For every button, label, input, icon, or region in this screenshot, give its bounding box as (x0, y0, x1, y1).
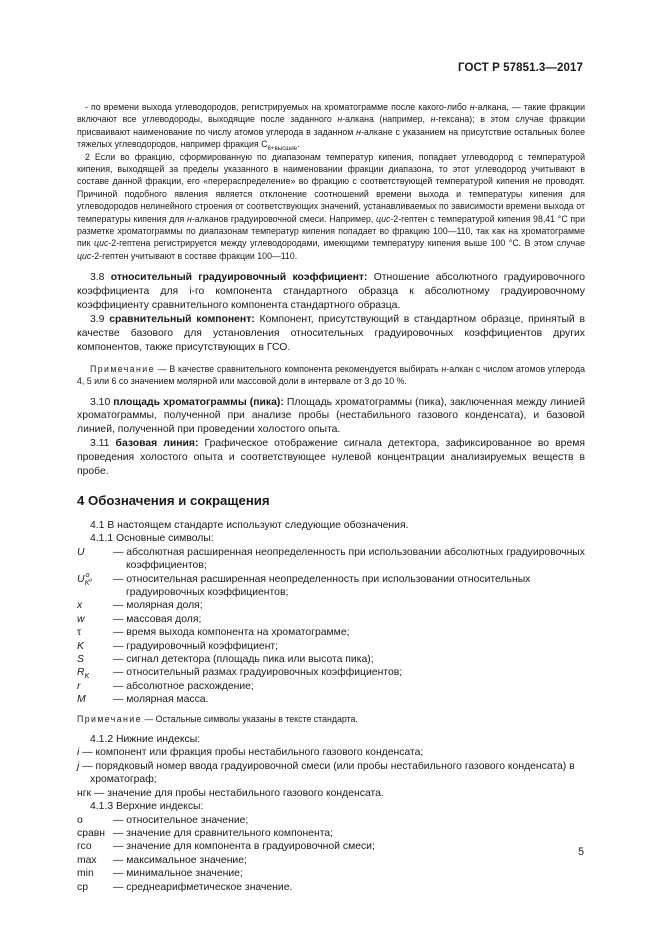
index-row: о — относительное значение; (77, 814, 249, 826)
page-content (77, 101, 585, 894)
index-row: сравн — значение для сравнительного компонента; (77, 827, 334, 839)
index-row: i — компонент или фракция пробы нестабильного газового конденсата; (77, 747, 424, 759)
symbol-row: w — массовая доля; (77, 613, 202, 625)
term-3-9: 3.9 сравнительный компонент: Компонент, присутствующий в стандартном образце, принятый в качестве базового для установления относительных градуировочных коэффициентов других компонентов, также присутствующих в ГСО. (77, 314, 585, 353)
index-row: нгк — значение для пробы нестабильного газового конденсата. (77, 787, 384, 799)
lower-indices-list (77, 746, 585, 800)
para-4-1: 4.1 В настоящем стандарте используют следующие обозначения. (90, 519, 409, 531)
upper-indices-list (77, 814, 585, 894)
symbol-row: r — абсолютное расхождение; (77, 680, 254, 692)
section-4-title: 4 Обозначения и сокращения (77, 492, 270, 508)
index-row: max — максимальное значение; (77, 854, 247, 866)
symbol-row: $R_K$ — относительный размах градуировочных коэффициентов; (77, 667, 403, 681)
symbol-row: x — молярная доля; (77, 600, 203, 612)
note-2: 2 Если во фракцию, сформированную по диапазонам температур кипения, попадает углеводород с температурой кипения, выходящей за пределы указанного в наименовании фракции диапазона, то этот углеводород учитывают в составе данной фракции, его «перераспределение» во фракцию с соответствующей температурой кипения не проводят. Причиной подобного явления является отклонение соотношений времени выхода и температуры кипения для углеводородов нелинейного строения от соответствующих значений, устанавливаемых по зависимости времени выхода от температуры кипения для н-алканов градуировочной смеси. Например, цис-2-гептен с температурой кипения 98,41 °С при разметке хроматограммы по диапазонам температур кипения попадает во фракцию 100—110, так как на хроматограмме пик цис-2-гептена регистрируется между углеводородами, имеющими температуру кипения выше 100 °С. В этом случае цис-2-гептен учитывают в составе фракции 100—110. (77, 151, 585, 261)
standard-header: ГОСТ Р 57851.3—2017 (458, 62, 583, 74)
para-4-1-1: 4.1.1 Основные символы: (90, 533, 214, 545)
term-3-8: 3.8 относительный градуировочный коэффициент: Отношение абсолютного градуировочного коэффициента для i-го компонента стандартного образца к абсолютному градуировочному коэффициенту сравнительного компонента стандартного образца. (77, 272, 585, 312)
index-row: гсо — значение для компонента в градуировочной смеси; (77, 841, 375, 853)
symbols-list (77, 546, 585, 707)
note-symbols: Примечание — Остальные символы указаны в тексте стандарта. (77, 713, 358, 724)
para-4-1-2: 4.1.2 Нижние индексы: (90, 734, 201, 746)
term-3-10: 3.10 площадь хроматограммы (пика): Площадь хроматограммы (пика), заключенная между линией хроматограммы, полученной при анализе пробы (нестабильного газового конденсата), и базовой линией, полученной при проведении холостого опыта. (77, 396, 585, 436)
index-row: min — минимальное значение; (77, 868, 243, 880)
page-number: 5 (578, 846, 584, 858)
term-3-11: 3.11 базовая линия: Графическое отображение сигнала детектора, зафиксированное во время проведения холостого опыта и соответствующее нулевой концентрации анализируемых веществ в пробе. (77, 438, 585, 478)
symbol-row: $U^o_{K^o}$ — относительная расширенная неопределенность при использовании относительных градуировочных коэффициентов; (77, 570, 531, 598)
para-4-1-3: 4.1.3 Верхние индексы: (90, 801, 204, 813)
symbol-row: U — абсолютная расширенная неопределенность при использовании абсолютных градуировочных коэффициентов; (77, 546, 585, 572)
index-row: ср — среднеарифметическое значение. (77, 881, 293, 893)
symbol-row: S — сигнал детектора (площадь пика или высота пика); (77, 654, 374, 666)
note-continuation: - по времени выхода углеводородов, регистрируемых на хроматограмме после какого-либо н-алкана, — такие фракции включают все углеводороды, выходящие после заданного н-алкана (например, н-гексана); в этом случае фракции присваивают наименование по числу атомов углерода в заданном н-алкане с указанием на присутствие остальных более тяжелых углеводородов, например фракция $С_{6+высшие}$. 2 Если во фракцию, сформированную по диапазонам температур кипения, попадает углеводород с температурой кипения, выходящей за пределы указанного в наименовании фракции диапазона, то этот углеводород учитывают в составе данной фракции, его «перераспределение» во фракцию с соответствующей температурой кипения не проводят. Причиной подобного явления является отклонение соотношений времени выхода и температуры кипения для углеводородов нелинейного строения от соответствующих значений, устанавливаемых по зависимости времени выхода от температуры кипения для н-алканов градуировочной смеси. Например, цис-2-гептен с температурой кипения 98,41 °С при разметке хроматограммы по диапазонам температур кипения попадает во фракцию 100—110, так как на хроматограмме пик цис-2-гептена регистрируется между углеводородами, имеющими температуру кипения выше 100 °С. В этом случае цис-2-гептен учитывают в составе фракции 100—110. (77, 102, 586, 261)
symbol-row: M — молярная масса. (77, 694, 209, 706)
symbol-row: K — градуировочный коэффициент; (77, 640, 279, 652)
note-3-9: Примечание — В качестве сравнительного компонента рекомендуется выбирать н-алкан с числом атомов углерода 4, 5 или 6 со значением молярной или массовой доли в интервале от 3 до 10 %. (77, 363, 585, 387)
index-row: j — порядковый номер ввода градуировочной смеси (или пробы нестабильного газового конденсата) в хроматограф; (77, 760, 575, 786)
symbol-row: τ — время выхода компонента на хроматограмме; (77, 627, 350, 639)
